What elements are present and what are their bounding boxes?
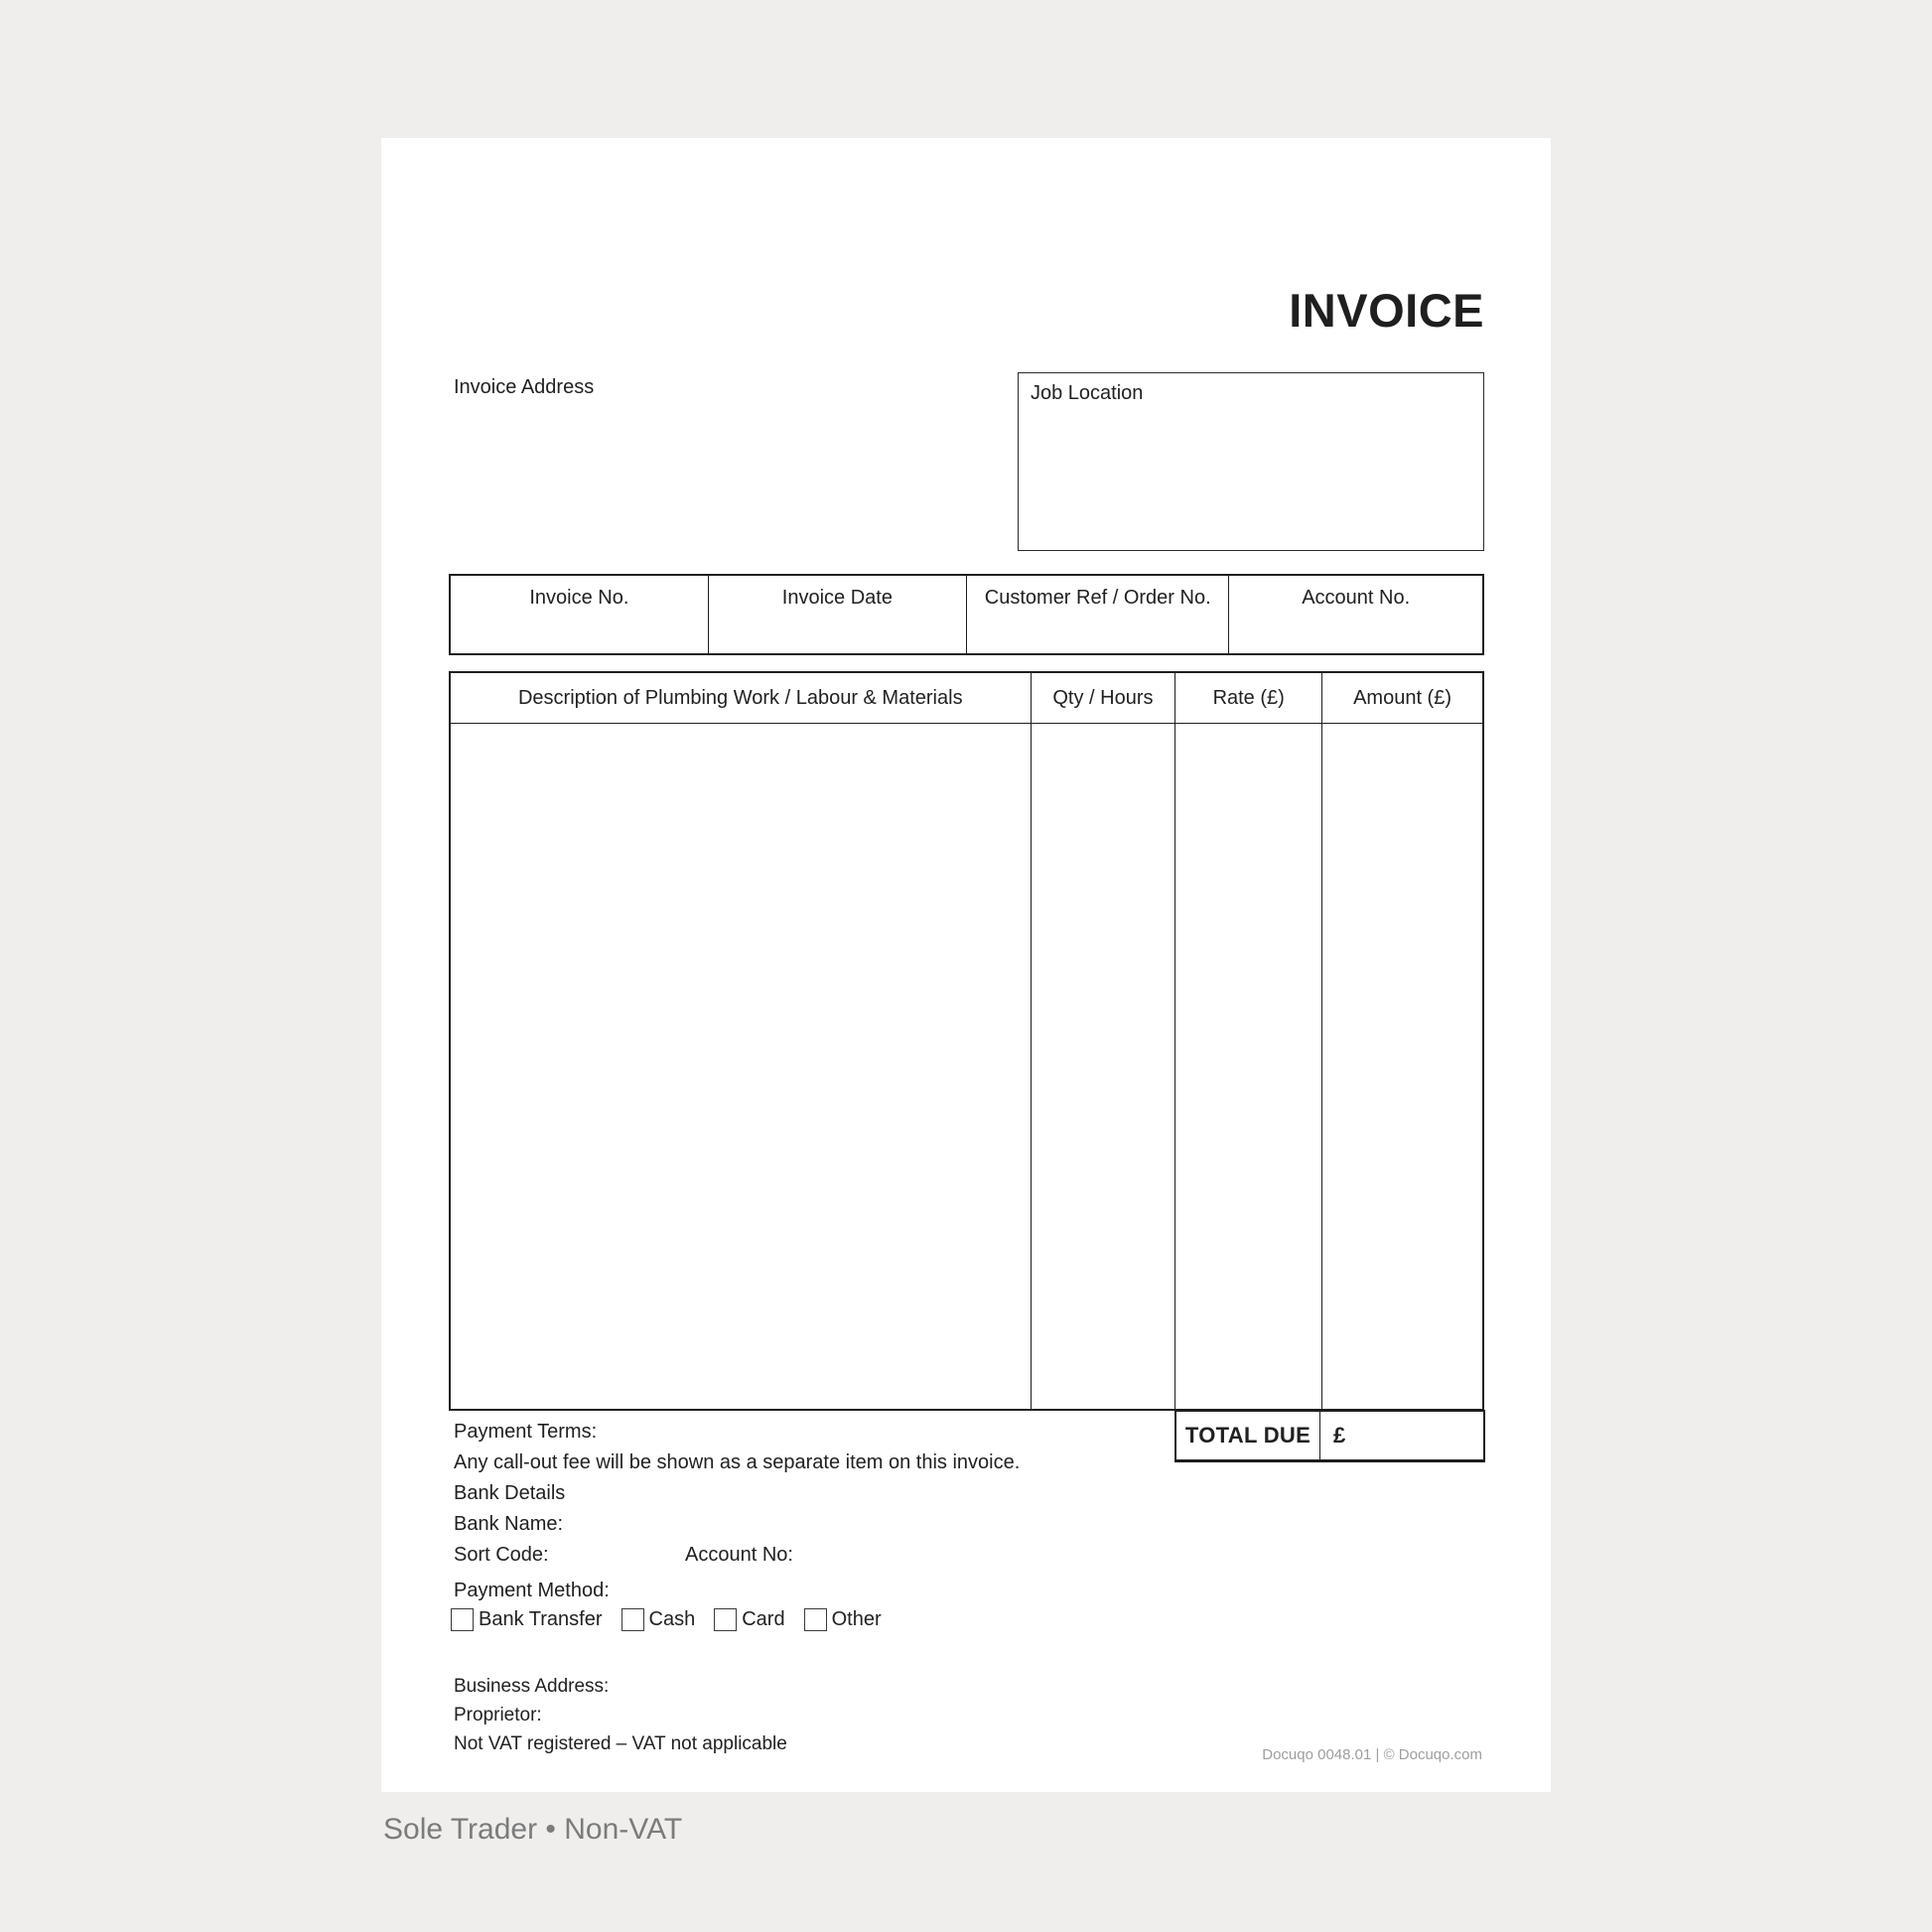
proprietor-label: Proprietor:	[454, 1705, 542, 1725]
account-no-label: Account No:	[685, 1544, 793, 1566]
document-footer: Docuqo 0048.01 | © Docuqo.com	[1262, 1746, 1482, 1763]
template-caption: Sole Trader • Non-VAT	[383, 1813, 683, 1846]
job-location-box	[1018, 372, 1484, 551]
items-header-rate: Rate (£)	[1175, 672, 1322, 724]
bank-details-label: Bank Details	[454, 1482, 566, 1504]
callout-fee-note: Any call-out fee will be shown as a separate item on this invoice.	[454, 1451, 1021, 1473]
total-due-box	[1174, 1410, 1485, 1462]
invoice-address-label: Invoice Address	[454, 376, 595, 398]
items-header-description: Description of Plumbing Work / Labour & Materials	[450, 672, 1031, 724]
items-cell-description	[450, 724, 1031, 1411]
cash-label: Cash	[648, 1608, 696, 1630]
payment-method-options	[451, 1608, 882, 1631]
items-cell-qty	[1031, 724, 1175, 1411]
payment-terms-label: Payment Terms:	[454, 1421, 598, 1443]
bank-transfer-label: Bank Transfer	[479, 1608, 603, 1630]
invoice-meta-table	[449, 574, 1484, 655]
business-info-block	[454, 1672, 787, 1758]
payment-terms-block	[454, 1417, 1020, 1571]
cash-checkbox[interactable]	[621, 1608, 644, 1631]
card-checkbox[interactable]	[714, 1608, 737, 1631]
meta-header-customer-ref: Customer Ref / Order No.	[967, 575, 1229, 654]
items-header-qty: Qty / Hours	[1031, 672, 1175, 724]
bank-transfer-checkbox[interactable]	[451, 1608, 474, 1631]
other-label: Other	[831, 1608, 882, 1630]
items-header-amount: Amount (£)	[1322, 672, 1483, 724]
meta-header-invoice-date: Invoice Date	[708, 575, 966, 654]
total-due-currency: £	[1333, 1423, 1346, 1448]
payment-method-card	[714, 1608, 784, 1631]
items-cell-rate	[1175, 724, 1322, 1411]
line-items-table	[449, 671, 1484, 1411]
sort-code-label: Sort Code:	[454, 1544, 549, 1566]
items-cell-amount	[1322, 724, 1483, 1411]
card-label: Card	[742, 1608, 785, 1630]
payment-method-cash	[621, 1608, 696, 1631]
business-address-label: Business Address:	[454, 1676, 610, 1697]
meta-header-invoice-no: Invoice No.	[450, 575, 708, 654]
payment-method-other	[804, 1608, 882, 1631]
job-location-label: Job Location	[1031, 382, 1144, 404]
payment-method-label: Payment Method:	[454, 1580, 610, 1601]
bank-name-label: Bank Name:	[454, 1513, 564, 1535]
meta-header-account-no: Account No.	[1229, 575, 1483, 654]
vat-note: Not VAT registered – VAT not applicable	[454, 1733, 787, 1754]
other-checkbox[interactable]	[804, 1608, 827, 1631]
invoice-page	[381, 138, 1551, 1792]
total-due-label: TOTAL DUE	[1176, 1412, 1320, 1459]
payment-method-bank-transfer	[451, 1608, 603, 1631]
items-body-row	[450, 724, 1483, 1411]
page-title: INVOICE	[1289, 284, 1484, 337]
meta-header-row	[450, 575, 1483, 654]
items-header-row	[450, 672, 1483, 724]
sort-code-line	[454, 1540, 1020, 1571]
